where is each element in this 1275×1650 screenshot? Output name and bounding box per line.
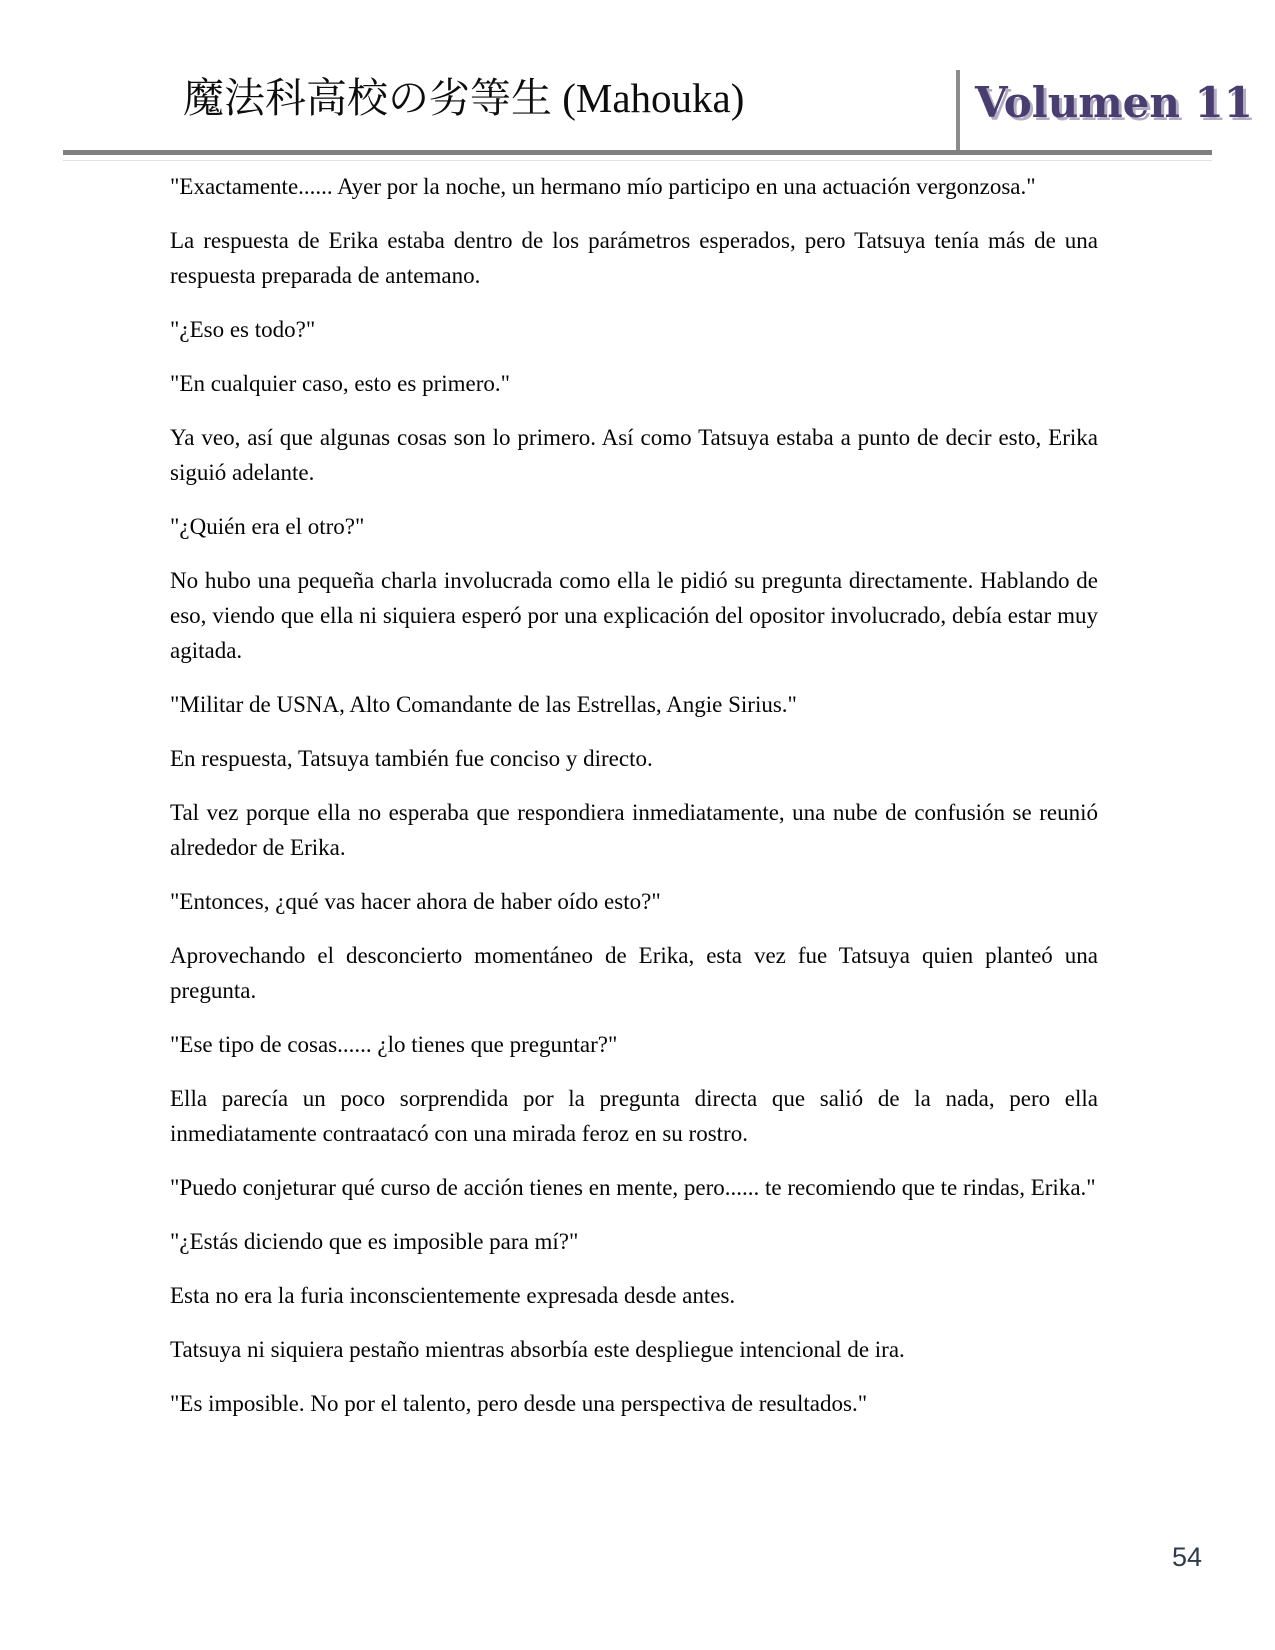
paragraph: "Exactamente...... Ayer por la noche, un hermano mío participo en una actuación vergonzosa." bbox=[170, 174, 1036, 199]
paragraph: Ya veo, así que algunas cosas son lo primero. Así como Tatsuya estaba a punto de decir esto, Erika siguió adelante. bbox=[170, 425, 1098, 485]
paragraph: La respuesta de Erika estaba dentro de los parámetros esperados, pero Tatsuya tenía más de una respuesta preparada de antemano. bbox=[170, 228, 1098, 288]
header-rule bbox=[63, 150, 1212, 155]
paragraph: Tal vez porque ella no esperaba que respondiera inmediatamente, una nube de confusión se reunió alrededor de Erika. bbox=[170, 800, 1098, 860]
paragraph: "Entonces, ¿qué vas hacer ahora de haber oído esto?" bbox=[170, 889, 661, 914]
header-rule-thin bbox=[63, 160, 1212, 161]
paragraph: Esta no era la furia inconscientemente expresada desde antes. bbox=[170, 1283, 736, 1308]
paragraph: En respuesta, Tatsuya también fue conciso y directo. bbox=[170, 746, 653, 771]
paragraph: Aprovechando el desconcierto momentáneo de Erika, esta vez fue Tatsuya quien planteó una pregunta. bbox=[170, 943, 1098, 1003]
paragraph: "Militar de USNA, Alto Comandante de las Estrellas, Angie Sirius." bbox=[170, 692, 797, 717]
paragraph: "¿Estás diciendo que es imposible para mí?" bbox=[170, 1229, 579, 1254]
paragraph: Ella parecía un poco sorprendida por la pregunta directa que salió de la nada, pero ella inmediatamente contraatacó con una mirada feroz en su rostro. bbox=[170, 1086, 1098, 1146]
volume-label: Volumen 11 bbox=[975, 78, 1254, 127]
paragraph: Tatsuya ni siquiera pestaño mientras absorbía este despliegue intencional de ira. bbox=[170, 1337, 905, 1362]
header-divider bbox=[956, 70, 960, 150]
paragraph: "En cualquier caso, esto es primero." bbox=[170, 371, 511, 396]
page-title: 魔法科高校の劣等生 (Mahouka) bbox=[183, 75, 745, 121]
body-text bbox=[170, 169, 1098, 1440]
paragraph: "¿Eso es todo?" bbox=[170, 317, 316, 342]
paragraph: No hubo una pequeña charla involucrada como ella le pidió su pregunta directamente. Hablando de eso, viendo que ella ni siquiera esperó por una explicación del opositor involucrado, debía estar muy agitada. bbox=[170, 568, 1098, 663]
paragraph: "¿Quién era el otro?" bbox=[170, 514, 365, 539]
paragraph: "Ese tipo de cosas...... ¿lo tienes que preguntar?" bbox=[170, 1032, 618, 1057]
page-number: 54 bbox=[1172, 1542, 1203, 1572]
paragraph: "Puedo conjeturar qué curso de acción tienes en mente, pero...... te recomiendo que te rindas, Erika." bbox=[170, 1175, 1096, 1200]
paragraph: "Es imposible. No por el talento, pero desde una perspectiva de resultados." bbox=[170, 1391, 868, 1416]
